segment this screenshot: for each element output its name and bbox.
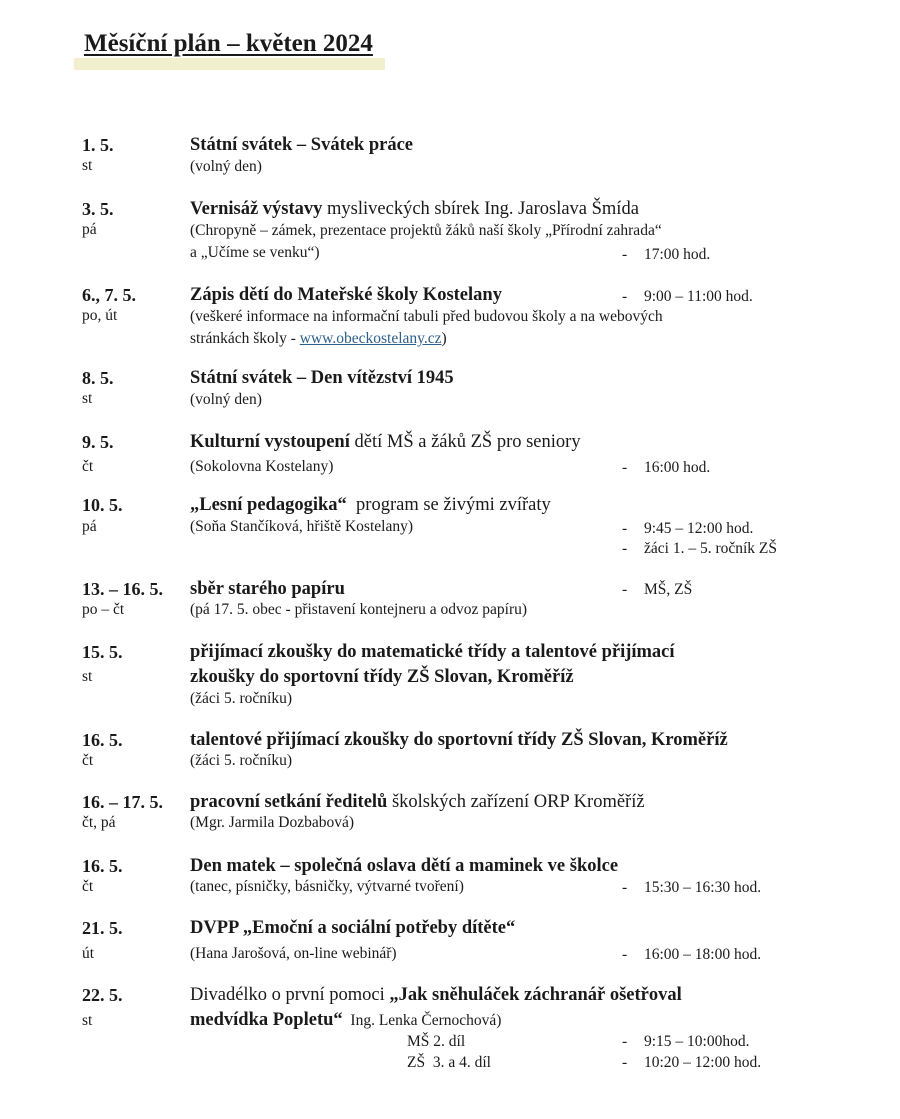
show-part-label: ZŠ 3. a 4. díl <box>407 1054 491 1071</box>
event-time: - 15:30 – 16:30 hod. <box>622 879 762 896</box>
event-time: - 9:00 – 11:00 hod. <box>622 288 753 305</box>
event-note: (Sokolovna Kostelany) <box>190 458 334 475</box>
event-note: (žáci 5. ročníku) <box>190 752 292 769</box>
event-title: zkoušky do sportovní třídy ZŠ Slovan, Kroměříž <box>190 667 574 687</box>
event-title: talentové přijímací zkoušky do sportovní třídy ZŠ Slovan, Kroměříž <box>190 730 728 750</box>
event-date: 1. 5. <box>82 135 114 155</box>
website-link[interactable]: www.obeckostelany.cz <box>299 330 442 347</box>
event-day: pá <box>82 221 97 238</box>
event-date: 13. – 16. 5. <box>82 579 163 599</box>
event-title: „Lesní pedagogika“ program se živými zvířaty <box>190 495 551 515</box>
event-date: 10. 5. <box>82 495 123 515</box>
event-note: (volný den) <box>190 158 262 175</box>
event-title: Kulturní vystoupení dětí MŠ a žáků ZŠ pro seniory <box>190 432 581 452</box>
event-title: DVPP „Emoční a sociální potřeby dítěte“ <box>190 918 516 938</box>
event-title: Vernisáž výstavy mysliveckých sbírek Ing. Jaroslava Šmída <box>190 199 639 219</box>
event-date: 8. 5. <box>82 368 114 388</box>
event-day: pá <box>82 518 97 535</box>
page-title: Měsíční plán – květen 2024 <box>84 30 373 57</box>
event-day: st <box>82 390 93 407</box>
event-date: 22. 5. <box>82 985 123 1005</box>
event-title: Den matek – společná oslava dětí a maminek ve školce <box>190 856 619 876</box>
event-audience: - žáci 1. – 5. ročník ZŠ <box>622 540 778 557</box>
event-time: - 17:00 hod. <box>622 246 711 263</box>
event-date: 16. 5. <box>82 856 123 876</box>
event-time: - 9:45 – 12:00 hod. <box>622 520 754 537</box>
event-note: (Soňa Stančíková, hřiště Kostelany) <box>190 518 413 535</box>
event-day: st <box>82 157 93 174</box>
event-day: čt, pá <box>82 814 116 831</box>
event-date: 3. 5. <box>82 199 114 219</box>
event-day: po, út <box>82 307 118 324</box>
event-date: 6., 7. 5. <box>82 285 136 305</box>
event-note: a „Učíme se venku“) <box>190 244 320 261</box>
event-day: st <box>82 668 93 685</box>
event-date: 16. – 17. 5. <box>82 792 163 812</box>
event-date: 15. 5. <box>82 642 123 662</box>
event-note: stránkách školy - www.obeckostelany.cz) <box>190 330 447 347</box>
event-title: pracovní setkání ředitelů školských zařízení ORP Kroměříž <box>190 792 645 812</box>
event-note: (Hana Jarošová, on-line webinář) <box>190 945 397 962</box>
event-title: medvídka Popletu“ Ing. Lenka Černochová) <box>190 1010 502 1030</box>
event-date: 16. 5. <box>82 730 123 750</box>
event-title: Státní svátek – Den vítězství 1945 <box>190 368 454 388</box>
show-part-time: - 9:15 – 10:00hod. <box>622 1033 750 1050</box>
event-note: (žáci 5. ročníku) <box>190 690 292 707</box>
event-title: Divadélko o první pomoci „Jak sněhuláček záchranář ošetřoval <box>190 985 682 1005</box>
event-title: Zápis dětí do Mateřské školy Kostelany <box>190 285 502 305</box>
event-day: čt <box>82 752 94 769</box>
event-day: po – čt <box>82 601 125 618</box>
event-note: (tanec, písničky, básničky, výtvarné tvoření) <box>190 878 464 895</box>
page-title-wrap <box>72 30 385 58</box>
event-time: - 16:00 hod. <box>622 459 711 476</box>
title-highlight <box>74 58 385 70</box>
event-title: Státní svátek – Svátek práce <box>190 135 414 155</box>
event-note: (Mgr. Jarmila Dozbabová) <box>190 814 354 831</box>
event-note: (Chropyně – zámek, prezentace projektů žáků naší školy „Přírodní zahrada“ <box>190 222 662 239</box>
event-note: (volný den) <box>190 391 262 408</box>
event-title: přijímací zkoušky do matematické třídy a talentové přijímací <box>190 642 675 662</box>
event-note: (veškeré informace na informační tabuli před budovou školy a na webových <box>190 308 663 325</box>
event-date: 21. 5. <box>82 918 123 938</box>
event-time: - 16:00 – 18:00 hod. <box>622 946 762 963</box>
event-date: 9. 5. <box>82 432 114 452</box>
event-day: čt <box>82 458 94 475</box>
event-day: út <box>82 945 95 962</box>
event-audience: - MŠ, ZŠ <box>622 581 693 598</box>
show-part-label: MŠ 2. díl <box>407 1033 466 1050</box>
event-title: sběr starého papíru <box>190 579 345 599</box>
event-note: (pá 17. 5. obec - přistavení kontejneru a odvoz papíru) <box>190 601 528 618</box>
show-part-time: - 10:20 – 12:00 hod. <box>622 1054 762 1071</box>
event-day: čt <box>82 878 94 895</box>
event-day: st <box>82 1012 93 1029</box>
